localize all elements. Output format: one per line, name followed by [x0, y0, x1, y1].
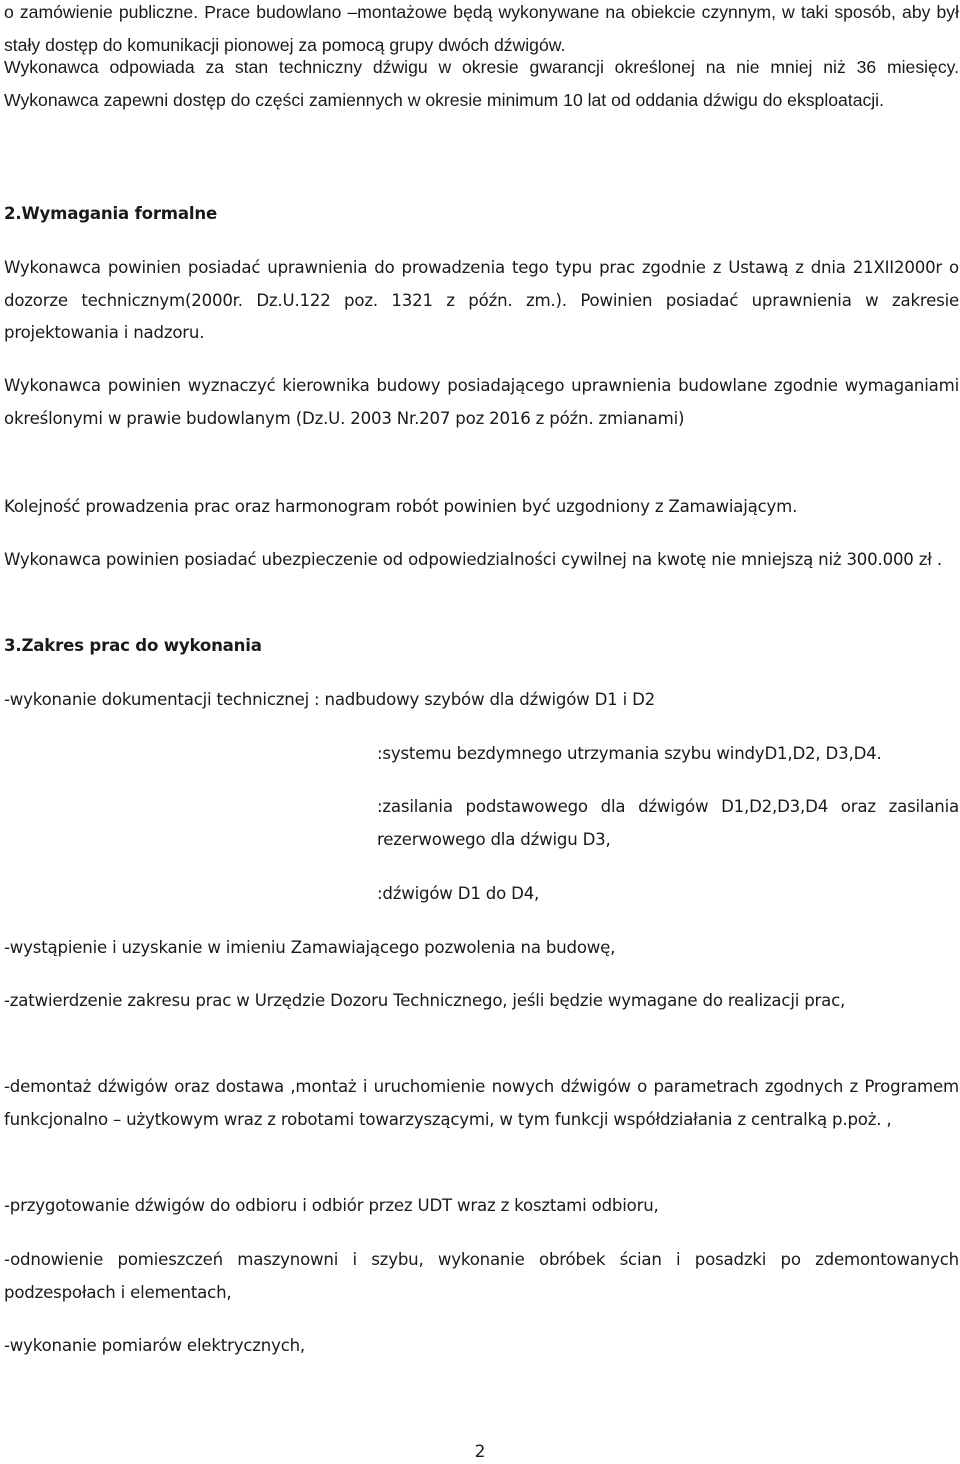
scope-subitem-smoke-system: :systemu bezdymnego utrzymania szybu windyD1,D2, D3,D4. — [377, 744, 882, 763]
scope-subitem-power-supply: :zasilania podstawowego dla dźwigów D1,D2,D3,D4 oraz zasilania rezerwowego dla dźwigu D3, — [377, 797, 959, 849]
scope-item-electrical-measurements: -wykonanie pomiarów elektrycznych, — [4, 1336, 306, 1355]
scope-item-renovation: -odnowienie pomieszczeń maszynowni i szybu, wykonanie obróbek ścian i posadzki po zdemontowanych podzespołach i elementach, — [4, 1250, 959, 1302]
scope-item-udt-approval: -zatwierdzenie zakresu prac w Urzędzie Dozoru Technicznego, jeśli będzie wymagane do realizacji prac, — [4, 991, 846, 1010]
scope-item-acceptance: -przygotowanie dźwigów do odbioru i odbiór przez UDT wraz z kosztami odbioru, — [4, 1196, 659, 1215]
section-2-paragraph-3: Kolejność prowadzenia prac oraz harmonogram robót powinien być uzgodniony z Zamawiającym. — [4, 497, 798, 516]
section-2-paragraph-2: Wykonawca powinien wyznaczyć kierownika budowy posiadającego uprawnienia budowlane zgodnie wymaganiami określonymi w prawie budowlanym (Dz.U. 2003 Nr.207 poz 2016 z późn. zmianami) — [4, 376, 959, 428]
page-number: 2 — [474, 1442, 486, 1462]
scope-item-building-permit: -wystąpienie i uzyskanie w imieniu Zamawiającego pozwolenia na budowę, — [4, 938, 616, 957]
scope-subitem-elevators: :dźwigów D1 do D4, — [377, 884, 540, 903]
section-2-heading: 2.Wymagania formalne — [4, 204, 218, 223]
intro-paragraph-2: Wykonawca odpowiada za stan techniczny dźwigu w okresie gwarancji określonej na nie mniej niż 36 miesięcy. Wykonawca zapewni dostęp do części zamiennych w okresie minimum 10 lat od oddania dźwigu do eksploatacji. — [4, 57, 959, 110]
scope-item-dismantling-installation: -demontaż dźwigów oraz dostawa ,montaż i uruchomienie nowych dźwigów o parametrach zgodnych z Programem funkcjonalno – użytkowym wraz z robotami towarzyszącymi, w tym funkcji współdziałania z centralką p.poż. , — [4, 1077, 959, 1129]
section-2-paragraph-1: Wykonawca powinien posiadać uprawnienia do prowadzenia tego typu prac zgodnie z Ustawą z dnia 21XII2000r o dozorze technicznym(2000r. Dz.U.122 poz. 1321 z późn. zm.). Powinien posiadać uprawnienia w zakresie projektowania i nadzoru. — [4, 258, 959, 342]
intro-paragraph-1: o zamówienie publiczne. Prace budowlano –montażowe będą wykonywane na obiekcie czynnym, w taki sposób, aby był stały dostęp do komunikacji pionowej za pomocą grupy dwóch dźwigów. — [4, 2, 959, 55]
section-2-paragraph-4: Wykonawca powinien posiadać ubezpieczenie od odpowiedzialności cywilnej na kwotę nie mniejszą niż 300.000 zł . — [4, 550, 942, 569]
section-3-heading: 3.Zakres prac do wykonania — [4, 636, 262, 655]
scope-item-documentation: -wykonanie dokumentacji technicznej : nadbudowy szybów dla dźwigów D1 i D2 — [4, 690, 656, 709]
